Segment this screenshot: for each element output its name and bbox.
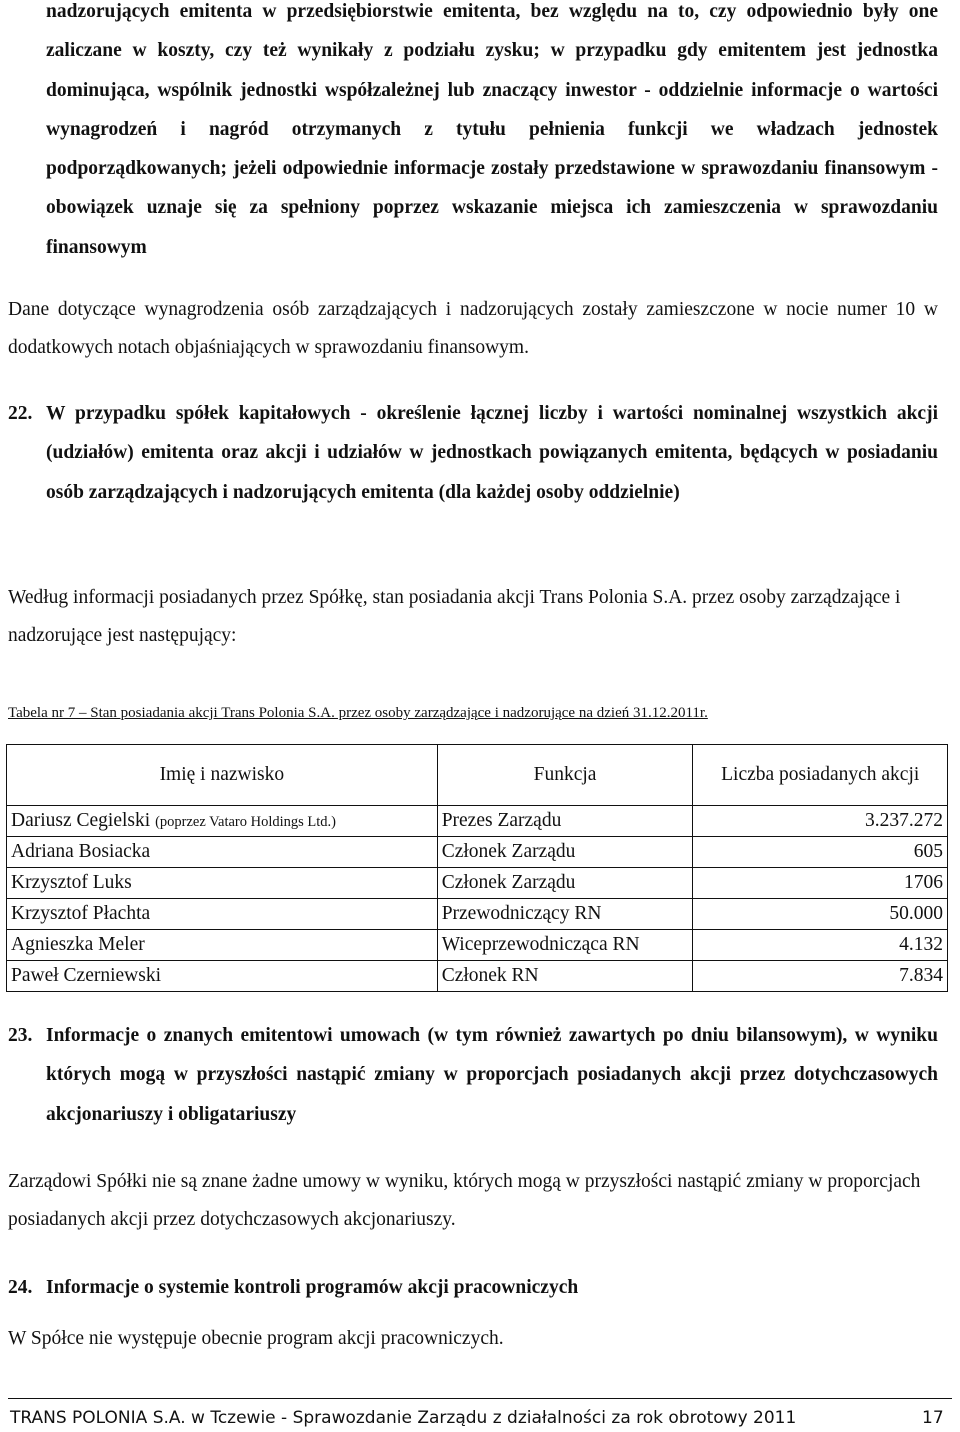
table-row <box>7 899 948 930</box>
cell-role: Członek RN <box>437 961 693 992</box>
cell-shares: 50.000 <box>693 899 948 930</box>
cell-name: Adriana Bosiacka <box>7 837 438 868</box>
table-header-row <box>7 745 948 806</box>
section-22-heading-text: W przypadku spółek kapitałowych - określenie łącznej liczby i wartości nominalnej wszystkich akcji (udziałów) emitenta oraz akcji i udziałów w jednostkach powiązanych emitenta, będących w posiadaniu osób zarządzających i nadzorujących emitenta (dla każdej osoby oddzielnie) <box>46 403 938 503</box>
cell-name <box>7 806 438 837</box>
share-ownership-table <box>6 744 948 992</box>
section-23-number: 23. <box>8 1025 33 1046</box>
table-row <box>7 837 948 868</box>
section-23-heading-text: Informacje o znanych emitentowi umowach (w tym również zawartych po dniu bilansowym), w wyniku których mogą w przyszłości nastąpić zmiany w proporcjach posiadanych akcji przez dotychczasowych akcjonariuszy i obligatariuszy <box>46 1025 938 1125</box>
table-caption: Tabela nr 7 – Stan posiadania akcji Trans Polonia S.A. przez osoby zarządzające i nadzorujące na dzień 31.12.2011r. <box>8 705 708 721</box>
cell-role: Prezes Zarządu <box>437 806 693 837</box>
person-note: (poprzez Vataro Holdings Ltd.) <box>155 814 336 830</box>
cell-name: Krzysztof Luks <box>7 868 438 899</box>
table-row <box>7 961 948 992</box>
footer-title: TRANS POLONIA S.A. w Tczewie - Sprawozdanie Zarządu z działalności za rok obrotowy 2011 <box>10 1408 797 1428</box>
cell-shares: 605 <box>693 837 948 868</box>
page-number: 17 <box>922 1408 944 1428</box>
cell-role: Członek Zarządu <box>437 868 693 899</box>
cell-name: Krzysztof Płachta <box>7 899 438 930</box>
footer-divider <box>8 1398 952 1399</box>
table-row <box>7 806 948 837</box>
section-23-heading <box>8 1016 938 1134</box>
cell-role: Przewodniczący RN <box>437 899 693 930</box>
section-23-text: Zarządowi Spółki nie są znane żadne umowy w wyniku, których mogą w przyszłości nastąpić zmiany w proporcjach posiadanych akcji przez dotychczasowych akcjonariuszy. <box>8 1171 921 1230</box>
table-row <box>7 868 948 899</box>
section-24-text: W Spółce nie występuje obecnie program akcji pracowniczych. <box>8 1328 504 1349</box>
person-name: Dariusz Cegielski <box>11 810 151 831</box>
cell-name: Paweł Czerniewski <box>7 961 438 992</box>
remuneration-note-paragraph: Dane dotyczące wynagrodzenia osób zarządzających i nadzorujących zostały zamieszczone w nocie numer 10 w dodatkowych notach objaśniających w sprawozdaniu finansowym. <box>8 299 938 358</box>
header-shares: Liczba posiadanych akcji <box>693 745 948 806</box>
cell-shares: 1706 <box>693 868 948 899</box>
cell-shares: 3.237.272 <box>693 806 948 837</box>
intro-continued-paragraph: nadzorujących emitenta w przedsiębiorstwie emitenta, bez względu na to, czy odpowiednio były one zaliczane w koszty, czy też wynikały z podziału zysku; w przypadku gdy emitentem jest jednostka dominująca, wspólnik jednostki współzależnej lub znaczący inwestor - oddzielnie informacje o wartości wynagrodzeń i nagród otrzymanych z tytułu pełnienia funkcji we władzach jednostek podporządkowanych; jeżeli odpowiednie informacje zostały przedstawione w sprawozdaniu finansowym - obowiązek uznaje się za spełniony poprzez wskazanie miejsca ich zamieszczenia w sprawozdaniu finansowym <box>46 1 938 258</box>
section-24-heading-text: Informacje o systemie kontroli programów akcji pracowniczych <box>46 1277 579 1298</box>
table-row <box>7 930 948 961</box>
cell-shares: 4.132 <box>693 930 948 961</box>
cell-role: Wiceprzewodnicząca RN <box>437 930 693 961</box>
header-name: Imię i nazwisko <box>7 745 438 806</box>
header-function: Funkcja <box>437 745 693 806</box>
section-22-heading <box>8 394 938 512</box>
section-22-number: 22. <box>8 403 33 424</box>
cell-role: Członek Zarządu <box>437 837 693 868</box>
cell-name: Agnieszka Meler <box>7 930 438 961</box>
section-24-number: 24. <box>8 1277 33 1298</box>
section-22-text: Według informacji posiadanych przez Spółkę, stan posiadania akcji Trans Polonia S.A. przez osoby zarządzające i nadzorujące jest następujący: <box>8 587 901 646</box>
section-24-heading <box>8 1268 938 1307</box>
cell-shares: 7.834 <box>693 961 948 992</box>
